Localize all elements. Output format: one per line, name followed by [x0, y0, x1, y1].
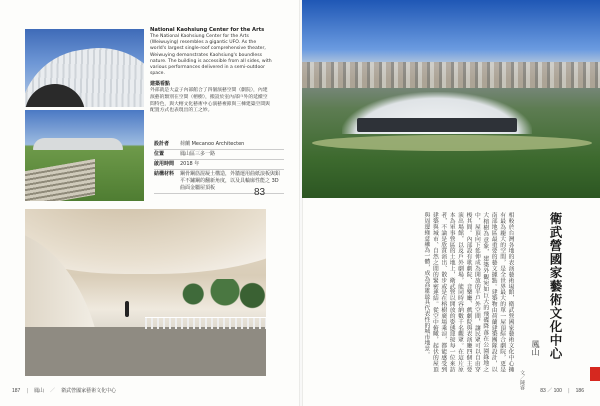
left-footer: 187 | 鳳山 ／ 衛武營國家藝術文化中心: [12, 387, 117, 394]
right-footer: 83 ／ 100 | 186: [540, 387, 584, 394]
caption-title-en: National Kaohsiung Center for the Arts: [150, 27, 265, 33]
caption-title-zh: 建築看點: [150, 81, 171, 88]
left-footer-section: 鳳山: [34, 388, 45, 394]
photo-caption: [150, 27, 272, 115]
caption-body-en: The National Kaohsiung Center for the Arts (Weiwuying) resembles a gigantic UFO. As the world's largest single-roof comprehensive theater, Weiwuying demonstrates Kaohsiung's boundless nature. The building is accessible from all sides, with various performances delivered in a semi-outdoor space.: [150, 34, 272, 77]
info-row-designer: [154, 140, 284, 150]
info-value: 鳳山區三多一路: [180, 151, 216, 157]
right-page-number: 186: [575, 387, 584, 394]
caption-body-zh: 外部就是大盒子內部館合了四個演藝空間（劇院），內建演藝的類別在空間（榕樹），搬設於室內部戶外的延續空間特色，與大榕文化藝術中心演藝複節與三棟建築空間與配置方式也表現出的工之妙。: [150, 88, 270, 114]
canopy-underside-photo: [25, 209, 266, 376]
section-tab-marker: [590, 367, 600, 381]
info-label: 位置: [154, 151, 165, 157]
article-title: 衛武營國家藝術文化中心: [548, 212, 563, 361]
article-subtitle: 鳳山: [531, 340, 540, 356]
info-label: 設計者: [154, 141, 170, 147]
info-row-opening: [154, 160, 284, 170]
left-footer-title: 衛武營國家藝術文化中心: [61, 388, 117, 394]
building-info-table: [154, 140, 284, 194]
aerial-view-photo: [302, 0, 600, 198]
info-value: 鋼骨鋼筋混凝土構造，外牆運用曲紙浪板與鋁平不鏽鋼的翻新角度，以及具輪廓性能之 3D 曲面金屬屋頂板: [180, 171, 281, 191]
left-page-number: 187: [12, 387, 21, 394]
info-row-location: [154, 150, 284, 160]
article-author: 文／陳睿: [519, 370, 525, 390]
info-value: 2018 年: [180, 161, 200, 167]
spot-number: 83: [254, 187, 266, 198]
info-label: 啟用時間: [154, 161, 175, 167]
right-page-count: 83 ／ 100: [540, 388, 562, 394]
article-body: 相較於台灣各地的表演藝術場館，衛武營國家藝術文化中心擁有最為龐大的空間，是全世界最大的單一屋頂綜合劇院，更是南部地區最重要的藝文據點。建築物由荷蘭建築團隊設計，以大榕樹為意象，建築外觀宛如巨大的飛碟降落在公園綠地之中，屋頂向下延伸成為開放的半戶外空間，讓民眾可以自由穿梭其間。內部設有歌劇院、音樂廳、戲劇院與表演廳四個主要演出場館，以及戶外劇場，能同時容納數千名觀眾。在這片原本為軍事營區的土地上，衛武營以開放的姿態迎接每一位來訪者，不論是欣賞演出、散步或是在榕樹廣場乘涼，都能感受到建築與城市、自然之間的緊密連結。從空中俯瞰，起伏的屋頂與周邊綠意融為一體，成為高雄最具代表性的城市地景。: [422, 212, 513, 372]
lawn-steps-photo: [25, 110, 144, 201]
roof-detail-photo: [25, 29, 144, 107]
info-value: 荷蘭 Mecanoo Architecten: [180, 141, 245, 147]
info-label: 結構材料: [154, 171, 175, 177]
